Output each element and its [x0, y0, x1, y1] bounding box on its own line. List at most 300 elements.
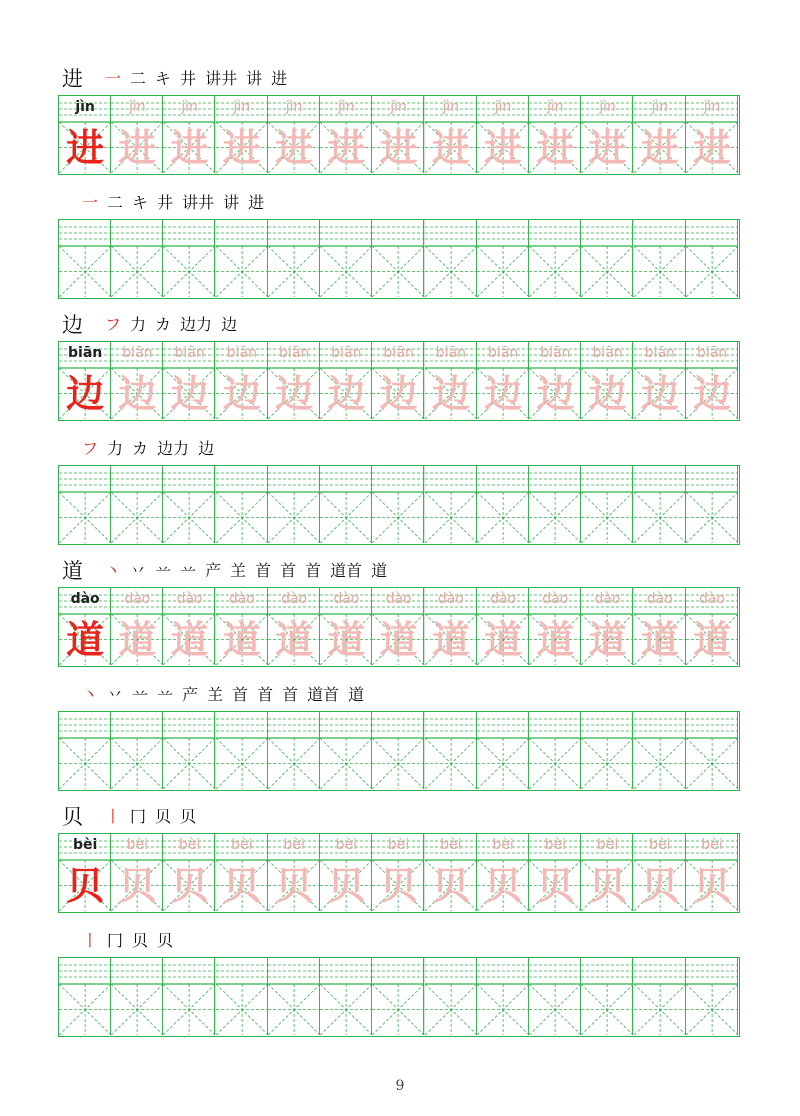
pinyin-trace: dào — [228, 591, 255, 607]
hanzi-trace: 进 — [588, 125, 627, 170]
cell-guide-lines — [216, 712, 268, 789]
hanzi-trace: 贝 — [536, 863, 575, 908]
stroke-step: 二 — [130, 69, 147, 88]
trace-cell — [477, 342, 529, 420]
stroke-step: 贝 — [180, 807, 197, 826]
hanzi-trace: 进 — [693, 125, 732, 170]
blank-cell[interactable] — [163, 466, 215, 544]
pinyin-trace: biān — [487, 345, 519, 361]
practice-grid — [58, 957, 740, 1037]
cell-guide-lines — [268, 958, 320, 1035]
pinyin-trace: dào — [542, 591, 569, 607]
blank-cell[interactable] — [163, 958, 215, 1036]
blank-cell[interactable] — [111, 220, 163, 298]
blank-cell[interactable] — [111, 466, 163, 544]
pinyin-trace: jìn — [599, 99, 616, 115]
hanzi-trace: 进 — [222, 125, 261, 170]
trace-cell — [686, 96, 738, 174]
stroke-step: 䒑 — [155, 561, 172, 580]
pinyin-model: bèi — [72, 837, 98, 853]
hanzi-model: 进 — [66, 125, 105, 170]
cell-guide-lines — [372, 958, 424, 1035]
blank-cell[interactable] — [111, 712, 163, 790]
hanzi-trace: 道 — [170, 617, 209, 662]
stroke-step: 边力 — [180, 315, 213, 334]
stroke-step: 冂 — [107, 931, 124, 950]
heading-character: 边 — [62, 313, 83, 337]
pinyin-trace: biān — [226, 345, 257, 361]
hanzi-trace: 道 — [275, 617, 314, 662]
pinyin-trace: jìn — [703, 99, 721, 115]
blank-cell[interactable] — [268, 466, 320, 544]
trace-cell — [634, 834, 686, 912]
blank-cell[interactable] — [216, 466, 268, 544]
hanzi-trace: 边 — [170, 371, 209, 416]
stroke-step: 䒑 — [157, 685, 174, 704]
trace-cell — [581, 342, 633, 420]
blank-cell[interactable] — [529, 712, 581, 790]
trace-cell — [372, 342, 424, 420]
trace-cell — [529, 342, 581, 420]
trace-cell — [477, 96, 529, 174]
stroke-step: 讲井 — [182, 193, 215, 212]
blank-cell[interactable] — [372, 466, 424, 544]
blank-cell[interactable] — [477, 958, 529, 1036]
pinyin-trace: bèi — [335, 837, 358, 853]
pinyin-trace: dào — [385, 591, 412, 607]
cell-guide-lines — [686, 958, 738, 1035]
cell-guide-lines — [425, 958, 477, 1035]
stroke-order-repeat — [82, 678, 373, 708]
cell-guide-lines — [477, 958, 529, 1035]
trace-cell — [425, 342, 477, 420]
pinyin-trace: dào — [490, 591, 517, 607]
hanzi-trace: 边 — [640, 371, 679, 416]
hanzi-trace: 贝 — [327, 863, 366, 908]
trace-cell — [686, 588, 738, 666]
blank-cell[interactable] — [59, 958, 111, 1036]
trace-cell — [216, 342, 268, 420]
trace-cell — [163, 96, 215, 174]
stroke-step: 二 — [107, 193, 124, 212]
pinyin-trace: biān — [696, 345, 728, 361]
hanzi-trace: 边 — [484, 371, 523, 416]
blank-cell[interactable] — [634, 712, 686, 790]
stroke-sequence — [105, 66, 296, 92]
blank-cell[interactable] — [581, 712, 633, 790]
cell-guide-lines — [111, 466, 163, 543]
trace-cell — [529, 834, 581, 912]
cell-guide-lines — [163, 958, 215, 1035]
cell-guide-lines — [111, 712, 163, 789]
trace-cell — [163, 588, 215, 666]
pinyin-trace: bèi — [492, 837, 514, 853]
pinyin-trace: bèi — [283, 837, 305, 853]
cell-guide-lines — [477, 466, 529, 543]
trace-cell — [111, 96, 163, 174]
hanzi-model: 边 — [66, 371, 105, 416]
blank-cell[interactable] — [425, 958, 477, 1036]
stroke-sequence — [82, 190, 273, 216]
blank-cell[interactable] — [320, 958, 372, 1036]
stroke-step: 进 — [271, 69, 288, 88]
stroke-step: 讲 — [246, 69, 263, 88]
pinyin-trace: jìn — [233, 99, 251, 115]
hanzi-trace: 道 — [640, 617, 679, 662]
trace-cell — [634, 96, 686, 174]
pinyin-trace: dào — [437, 591, 464, 607]
cell-guide-lines — [477, 220, 529, 297]
blank-cell[interactable] — [59, 466, 111, 544]
cell-guide-lines — [634, 958, 686, 1035]
blank-cell[interactable] — [372, 958, 424, 1036]
heading-character: 进 — [62, 67, 83, 91]
pinyin-trace: bèi — [701, 837, 723, 853]
cell-guide-lines — [634, 220, 686, 297]
cell-guide-lines — [529, 712, 581, 789]
pinyin-trace: bèi — [544, 837, 567, 853]
stroke-step: 道首 — [307, 685, 340, 704]
blank-cell[interactable] — [59, 712, 111, 790]
cell-guide-lines — [529, 466, 581, 543]
pinyin-trace: jìn — [651, 99, 669, 115]
trace-cell — [686, 342, 738, 420]
trace-cell — [111, 342, 163, 420]
model-cell — [59, 96, 111, 174]
trace-cell — [372, 588, 424, 666]
trace-cell — [372, 96, 424, 174]
stroke-step: 一 — [105, 69, 122, 88]
trace-cell — [111, 834, 163, 912]
trace-cell — [686, 834, 738, 912]
hanzi-trace: 贝 — [118, 863, 157, 908]
hanzi-trace: 边 — [118, 371, 157, 416]
pinyin-trace: dào — [699, 591, 726, 607]
blank-cell[interactable] — [529, 220, 581, 298]
pinyin-trace: dào — [333, 591, 360, 607]
stroke-step: カ — [132, 439, 149, 458]
stroke-step: 䒑 — [180, 561, 197, 580]
blank-cell[interactable] — [268, 220, 320, 298]
trace-cell — [111, 588, 163, 666]
cell-guide-lines — [216, 958, 268, 1035]
cell-guide-lines — [581, 712, 633, 789]
blank-cell[interactable] — [163, 712, 215, 790]
blank-cell[interactable] — [425, 712, 477, 790]
stroke-step: 冂 — [130, 807, 147, 826]
blank-cell[interactable] — [111, 958, 163, 1036]
page-number: 9 — [395, 1078, 405, 1094]
cell-guide-lines — [320, 466, 372, 543]
hanzi-trace: 道 — [431, 617, 470, 662]
cell-guide-lines — [320, 958, 372, 1035]
blank-cell[interactable] — [163, 220, 215, 298]
cell-guide-lines — [320, 220, 372, 297]
hanzi-trace: 贝 — [275, 863, 314, 908]
stroke-order-repeat — [82, 432, 223, 462]
trace-cell — [425, 834, 477, 912]
stroke-step: 边 — [221, 315, 238, 334]
cell-guide-lines — [529, 958, 581, 1035]
hanzi-trace: 边 — [588, 371, 627, 416]
blank-cell[interactable] — [372, 712, 424, 790]
cell-guide-lines — [59, 466, 111, 543]
stroke-step: 进 — [248, 193, 265, 212]
blank-cell[interactable] — [216, 712, 268, 790]
cell-guide-lines — [111, 220, 163, 297]
blank-cell[interactable] — [529, 466, 581, 544]
hanzi-trace: 贝 — [170, 863, 209, 908]
stroke-step: 边 — [198, 439, 215, 458]
trace-cell — [216, 834, 268, 912]
hanzi-trace: 贝 — [588, 863, 627, 908]
trace-cell — [320, 342, 372, 420]
blank-cell[interactable] — [216, 958, 268, 1036]
blank-cell[interactable] — [686, 712, 738, 790]
blank-cell[interactable] — [425, 466, 477, 544]
stroke-step: 道 — [371, 561, 388, 580]
pinyin-trace: bèi — [387, 837, 410, 853]
blank-cell[interactable] — [477, 712, 529, 790]
trace-cell — [477, 588, 529, 666]
cell-guide-lines — [216, 466, 268, 543]
stroke-sequence — [105, 558, 396, 584]
hanzi-trace: 边 — [222, 371, 261, 416]
blank-cell[interactable] — [477, 466, 529, 544]
trace-cell — [372, 834, 424, 912]
blank-cell[interactable] — [268, 958, 320, 1036]
trace-cell — [216, 96, 268, 174]
stroke-step: 讲井 — [205, 69, 238, 88]
pinyin-trace: bèi — [126, 837, 149, 853]
blank-cell[interactable] — [320, 712, 372, 790]
stroke-order-header — [62, 554, 396, 584]
stroke-step: キ — [132, 193, 149, 212]
cell-guide-lines — [163, 466, 215, 543]
stroke-step: 丷 — [107, 685, 124, 704]
blank-cell[interactable] — [581, 466, 633, 544]
trace-cell — [268, 588, 320, 666]
pinyin-trace: biān — [174, 345, 205, 361]
hanzi-model: 贝 — [66, 863, 105, 908]
stroke-step: 贝 — [132, 931, 149, 950]
pinyin-trace: dào — [646, 591, 673, 607]
trace-cell — [634, 342, 686, 420]
hanzi-trace: 道 — [222, 617, 261, 662]
stroke-step: 贝 — [155, 807, 172, 826]
hanzi-trace: 进 — [640, 125, 679, 170]
trace-cell — [268, 96, 320, 174]
practice-grid — [58, 219, 740, 299]
stroke-step: 丷 — [130, 561, 147, 580]
cell-guide-lines — [59, 712, 111, 789]
stroke-order-repeat — [82, 186, 273, 216]
blank-cell[interactable] — [320, 466, 372, 544]
pinyin-trace: jìn — [129, 99, 146, 115]
stroke-sequence — [82, 928, 182, 954]
trace-cell — [425, 96, 477, 174]
hanzi-trace: 进 — [536, 125, 575, 170]
cell-guide-lines — [372, 466, 424, 543]
trace-cell — [163, 834, 215, 912]
cell-guide-lines — [268, 220, 320, 297]
trace-cell — [320, 96, 372, 174]
stroke-order-header — [62, 800, 205, 830]
tracing-grid — [58, 341, 740, 421]
cell-guide-lines — [425, 220, 477, 297]
hanzi-trace: 贝 — [431, 863, 470, 908]
pinyin-model: dào — [70, 591, 100, 607]
model-cell — [59, 342, 111, 420]
hanzi-trace: 道 — [484, 617, 523, 662]
practice-grid — [58, 711, 740, 791]
stroke-step: カ — [155, 315, 172, 334]
pinyin-trace: biān — [540, 345, 571, 361]
model-cell — [59, 834, 111, 912]
trace-cell — [320, 588, 372, 666]
hanzi-trace: 贝 — [222, 863, 261, 908]
stroke-step: 井 — [157, 193, 174, 212]
cell-guide-lines — [477, 712, 529, 789]
pinyin-trace: biān — [383, 345, 414, 361]
pinyin-trace: jìn — [494, 99, 512, 115]
cell-guide-lines — [581, 466, 633, 543]
stroke-step: 𦍌 — [230, 561, 247, 580]
practice-grid — [58, 465, 740, 545]
hanzi-trace: 进 — [118, 125, 157, 170]
stroke-step: キ — [155, 69, 172, 88]
cell-guide-lines — [268, 466, 320, 543]
cell-guide-lines — [372, 712, 424, 789]
trace-cell — [581, 588, 633, 666]
cell-guide-lines — [529, 220, 581, 297]
pinyin-trace: dào — [124, 591, 151, 607]
hanzi-trace: 道 — [118, 617, 157, 662]
trace-cell — [268, 834, 320, 912]
blank-cell[interactable] — [634, 220, 686, 298]
blank-cell[interactable] — [529, 958, 581, 1036]
pinyin-trace: jìn — [181, 99, 198, 115]
blank-cell[interactable] — [581, 220, 633, 298]
blank-cell[interactable] — [686, 220, 738, 298]
cell-guide-lines — [686, 712, 738, 789]
blank-cell[interactable] — [686, 466, 738, 544]
hanzi-trace: 边 — [327, 371, 366, 416]
pinyin-trace: biān — [435, 345, 466, 361]
stroke-order-header — [62, 308, 246, 338]
blank-cell[interactable] — [372, 220, 424, 298]
blank-cell[interactable] — [686, 958, 738, 1036]
cell-guide-lines — [686, 466, 738, 543]
trace-cell — [634, 588, 686, 666]
pinyin-trace: jìn — [390, 99, 407, 115]
pinyin-trace: biān — [278, 345, 310, 361]
pinyin-trace: biān — [644, 345, 675, 361]
stroke-step: 丶 — [82, 685, 99, 704]
stroke-step: 丶 — [105, 561, 122, 580]
stroke-step: 讲 — [223, 193, 240, 212]
stroke-step: 井 — [180, 69, 197, 88]
pinyin-trace: bèi — [440, 837, 462, 853]
pinyin-trace: dào — [594, 591, 621, 607]
hanzi-trace: 进 — [484, 125, 523, 170]
pinyin-trace: dào — [176, 591, 203, 607]
cell-guide-lines — [686, 220, 738, 297]
pinyin-trace: jìn — [442, 99, 460, 115]
hanzi-trace: 贝 — [640, 863, 679, 908]
pinyin-model: biān — [68, 345, 103, 361]
stroke-step: 一 — [82, 193, 99, 212]
hanzi-trace: 进 — [275, 125, 314, 170]
blank-cell[interactable] — [425, 220, 477, 298]
pinyin-trace: bèi — [649, 837, 671, 853]
heading-character: 贝 — [62, 805, 83, 829]
pinyin-model: jìn — [75, 99, 95, 115]
trace-cell — [216, 588, 268, 666]
cell-guide-lines — [634, 712, 686, 789]
pinyin-trace: biān — [122, 345, 153, 361]
blank-cell[interactable] — [581, 958, 633, 1036]
blank-cell[interactable] — [216, 220, 268, 298]
stroke-step: フ — [105, 315, 122, 334]
hanzi-trace: 边 — [536, 371, 575, 416]
cell-guide-lines — [634, 466, 686, 543]
cell-guide-lines — [268, 712, 320, 789]
stroke-step: 贝 — [157, 931, 174, 950]
pinyin-trace: biān — [592, 345, 623, 361]
pinyin-trace: jìn — [285, 99, 303, 115]
cell-guide-lines — [163, 220, 215, 297]
hanzi-trace: 进 — [379, 125, 418, 170]
blank-cell[interactable] — [477, 220, 529, 298]
cell-guide-lines — [59, 220, 111, 297]
cell-guide-lines — [216, 220, 268, 297]
cell-guide-lines — [581, 958, 633, 1035]
hanzi-trace: 道 — [536, 617, 575, 662]
pinyin-trace: jìn — [338, 99, 355, 115]
hanzi-trace: 边 — [275, 371, 314, 416]
hanzi-trace: 道 — [379, 617, 418, 662]
stroke-sequence — [82, 682, 373, 708]
trace-cell — [529, 588, 581, 666]
stroke-order-header — [62, 62, 296, 92]
blank-cell[interactable] — [268, 712, 320, 790]
stroke-step: 首 — [232, 685, 249, 704]
blank-cell[interactable] — [634, 958, 686, 1036]
hanzi-trace: 贝 — [484, 863, 523, 908]
hanzi-trace: 边 — [379, 371, 418, 416]
pinyin-trace: dào — [281, 591, 308, 607]
cell-guide-lines — [163, 712, 215, 789]
trace-cell — [320, 834, 372, 912]
blank-cell[interactable] — [634, 466, 686, 544]
tracing-grid — [58, 95, 740, 175]
stroke-sequence — [105, 312, 246, 338]
stroke-step: 道 — [348, 685, 365, 704]
cell-guide-lines — [320, 712, 372, 789]
hanzi-trace: 边 — [693, 371, 732, 416]
stroke-step: フ — [82, 439, 99, 458]
stroke-step: 首 — [257, 685, 274, 704]
pinyin-trace: bèi — [178, 837, 201, 853]
stroke-step: 䒑 — [132, 685, 149, 704]
heading-character: 道 — [62, 559, 83, 583]
blank-cell[interactable] — [59, 220, 111, 298]
stroke-step: 道首 — [330, 561, 363, 580]
hanzi-model: 道 — [66, 617, 105, 662]
blank-cell[interactable] — [320, 220, 372, 298]
trace-cell — [425, 588, 477, 666]
